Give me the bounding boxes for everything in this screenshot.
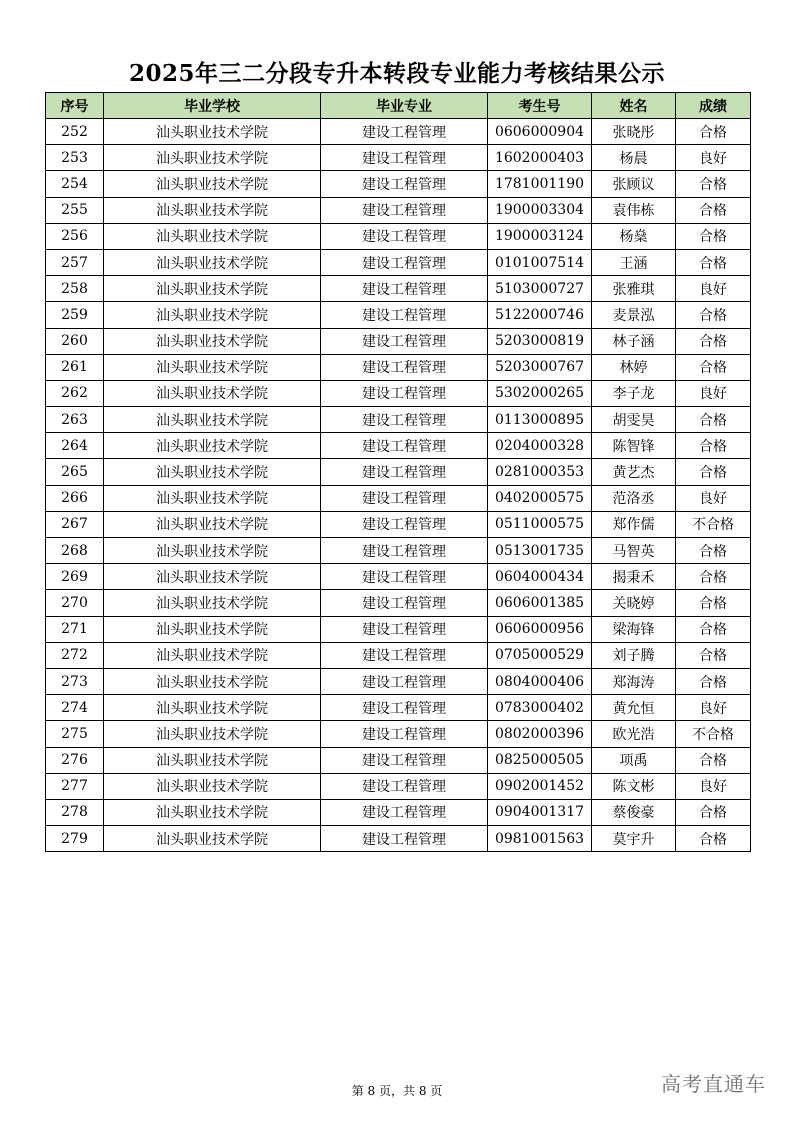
table-row — [46, 380, 751, 406]
cell-grade: 合格 — [676, 249, 751, 275]
cell-grade: 不合格 — [676, 721, 751, 747]
cell-major: 建设工程管理 — [321, 145, 488, 171]
cell-school: 汕头职业技术学院 — [104, 249, 321, 275]
cell-grade: 良好 — [676, 276, 751, 302]
cell-name: 马智英 — [592, 538, 676, 564]
cell-seq: 268 — [46, 538, 104, 564]
cell-exam-id: 5122000746 — [488, 302, 592, 328]
cell-exam-id: 0705000529 — [488, 642, 592, 668]
cell-name: 莫宇升 — [592, 826, 676, 852]
table-row — [46, 328, 751, 354]
cell-name: 杨燊 — [592, 223, 676, 249]
cell-name: 张雅琪 — [592, 276, 676, 302]
cell-school: 汕头职业技术学院 — [104, 380, 321, 406]
cell-seq: 259 — [46, 302, 104, 328]
cell-exam-id: 0604000434 — [488, 564, 592, 590]
cell-seq: 272 — [46, 642, 104, 668]
table-row — [46, 642, 751, 668]
cell-grade: 合格 — [676, 302, 751, 328]
cell-grade: 合格 — [676, 433, 751, 459]
table-row — [46, 668, 751, 694]
cell-name: 麦景泓 — [592, 302, 676, 328]
table-row — [46, 590, 751, 616]
cell-major: 建设工程管理 — [321, 328, 488, 354]
cell-exam-id: 1900003124 — [488, 223, 592, 249]
cell-exam-id: 0281000353 — [488, 459, 592, 485]
cell-major: 建设工程管理 — [321, 459, 488, 485]
cell-school: 汕头职业技术学院 — [104, 485, 321, 511]
cell-grade: 合格 — [676, 171, 751, 197]
cell-seq: 252 — [46, 119, 104, 145]
cell-name: 刘子腾 — [592, 642, 676, 668]
cell-name: 项禹 — [592, 747, 676, 773]
cell-grade: 合格 — [676, 223, 751, 249]
cell-exam-id: 1900003304 — [488, 197, 592, 223]
cell-school: 汕头职业技术学院 — [104, 223, 321, 249]
cell-major: 建设工程管理 — [321, 511, 488, 537]
cell-exam-id: 0902001452 — [488, 773, 592, 799]
cell-name: 揭秉禾 — [592, 564, 676, 590]
cell-seq: 255 — [46, 197, 104, 223]
cell-exam-id: 1602000403 — [488, 145, 592, 171]
cell-seq: 263 — [46, 407, 104, 433]
table-row — [46, 616, 751, 642]
cell-major: 建设工程管理 — [321, 276, 488, 302]
cell-major: 建设工程管理 — [321, 302, 488, 328]
cell-seq: 258 — [46, 276, 104, 302]
cell-name: 袁伟栋 — [592, 197, 676, 223]
cell-exam-id: 0981001563 — [488, 826, 592, 852]
cell-seq: 257 — [46, 249, 104, 275]
cell-major: 建设工程管理 — [321, 380, 488, 406]
header-col-grade: 成绩 — [676, 93, 751, 119]
cell-seq: 266 — [46, 485, 104, 511]
table-row — [46, 511, 751, 537]
cell-major: 建设工程管理 — [321, 433, 488, 459]
cell-grade: 合格 — [676, 328, 751, 354]
cell-exam-id: 0606001385 — [488, 590, 592, 616]
cell-school: 汕头职业技术学院 — [104, 747, 321, 773]
cell-major: 建设工程管理 — [321, 799, 488, 825]
cell-school: 汕头职业技术学院 — [104, 354, 321, 380]
table-row — [46, 249, 751, 275]
cell-school: 汕头职业技术学院 — [104, 616, 321, 642]
document-title: 2025年三二分段专升本转段专业能力考核结果公示 — [128, 60, 665, 87]
table-row — [46, 119, 751, 145]
cell-major: 建设工程管理 — [321, 590, 488, 616]
header-col-school: 毕业学校 — [104, 93, 321, 119]
cell-seq: 264 — [46, 433, 104, 459]
cell-seq: 265 — [46, 459, 104, 485]
cell-exam-id: 0606000904 — [488, 119, 592, 145]
cell-major: 建设工程管理 — [321, 564, 488, 590]
cell-school: 汕头职业技术学院 — [104, 171, 321, 197]
cell-name: 黄艺杰 — [592, 459, 676, 485]
table-row — [46, 354, 751, 380]
cell-grade: 合格 — [676, 747, 751, 773]
cell-exam-id: 5203000767 — [488, 354, 592, 380]
cell-name: 蔡俊豪 — [592, 799, 676, 825]
cell-grade: 合格 — [676, 826, 751, 852]
cell-grade: 良好 — [676, 485, 751, 511]
table-row — [46, 564, 751, 590]
cell-name: 陈文彬 — [592, 773, 676, 799]
cell-exam-id: 0511000575 — [488, 511, 592, 537]
cell-seq: 278 — [46, 799, 104, 825]
cell-major: 建设工程管理 — [321, 773, 488, 799]
cell-school: 汕头职业技术学院 — [104, 564, 321, 590]
table-body — [46, 119, 751, 852]
cell-seq: 269 — [46, 564, 104, 590]
cell-seq: 270 — [46, 590, 104, 616]
cell-seq: 271 — [46, 616, 104, 642]
cell-seq: 276 — [46, 747, 104, 773]
table-row — [46, 721, 751, 747]
cell-name: 郑海涛 — [592, 668, 676, 694]
cell-exam-id: 5103000727 — [488, 276, 592, 302]
cell-grade: 合格 — [676, 538, 751, 564]
header-col-exam-id: 考生号 — [488, 93, 592, 119]
table-row — [46, 826, 751, 852]
cell-seq: 256 — [46, 223, 104, 249]
cell-school: 汕头职业技术学院 — [104, 511, 321, 537]
cell-exam-id: 0513001735 — [488, 538, 592, 564]
cell-name: 林婷 — [592, 354, 676, 380]
cell-name: 郑作儒 — [592, 511, 676, 537]
watermark-text: 高考直通车 — [661, 1072, 766, 1096]
table-row — [46, 433, 751, 459]
cell-name: 张顾议 — [592, 171, 676, 197]
cell-name: 李子龙 — [592, 380, 676, 406]
cell-name: 梁海锋 — [592, 616, 676, 642]
cell-seq: 275 — [46, 721, 104, 747]
cell-major: 建设工程管理 — [321, 695, 488, 721]
table-row — [46, 302, 751, 328]
cell-school: 汕头职业技术学院 — [104, 276, 321, 302]
cell-major: 建设工程管理 — [321, 249, 488, 275]
cell-grade: 合格 — [676, 459, 751, 485]
cell-grade: 良好 — [676, 380, 751, 406]
cell-exam-id: 0204000328 — [488, 433, 592, 459]
cell-school: 汕头职业技术学院 — [104, 433, 321, 459]
table-row — [46, 171, 751, 197]
cell-seq: 260 — [46, 328, 104, 354]
cell-exam-id: 0804000406 — [488, 668, 592, 694]
cell-exam-id: 0101007514 — [488, 249, 592, 275]
cell-grade: 合格 — [676, 119, 751, 145]
cell-seq: 274 — [46, 695, 104, 721]
page-footer: 第 8 页，共 8 页 — [351, 1084, 443, 1098]
table-row — [46, 773, 751, 799]
cell-major: 建设工程管理 — [321, 197, 488, 223]
cell-seq: 254 — [46, 171, 104, 197]
table-row — [46, 459, 751, 485]
cell-grade: 不合格 — [676, 511, 751, 537]
table-row — [46, 538, 751, 564]
table-row — [46, 223, 751, 249]
cell-grade: 合格 — [676, 407, 751, 433]
cell-major: 建设工程管理 — [321, 616, 488, 642]
cell-school: 汕头职业技术学院 — [104, 721, 321, 747]
cell-exam-id: 0402000575 — [488, 485, 592, 511]
cell-exam-id: 5302000265 — [488, 380, 592, 406]
cell-seq: 253 — [46, 145, 104, 171]
table-row — [46, 747, 751, 773]
table-row — [46, 407, 751, 433]
cell-name: 张晓彤 — [592, 119, 676, 145]
cell-name: 林子涵 — [592, 328, 676, 354]
cell-grade: 良好 — [676, 695, 751, 721]
cell-major: 建设工程管理 — [321, 171, 488, 197]
cell-name: 范洛丞 — [592, 485, 676, 511]
cell-major: 建设工程管理 — [321, 642, 488, 668]
table-row — [46, 145, 751, 171]
cell-grade: 合格 — [676, 197, 751, 223]
cell-grade: 良好 — [676, 773, 751, 799]
cell-name: 王涵 — [592, 249, 676, 275]
cell-exam-id: 5203000819 — [488, 328, 592, 354]
cell-major: 建设工程管理 — [321, 407, 488, 433]
cell-exam-id: 0113000895 — [488, 407, 592, 433]
cell-exam-id: 0606000956 — [488, 616, 592, 642]
table-row — [46, 485, 751, 511]
cell-exam-id: 0904001317 — [488, 799, 592, 825]
cell-name: 陈智锋 — [592, 433, 676, 459]
cell-grade: 合格 — [676, 642, 751, 668]
cell-exam-id: 0825000505 — [488, 747, 592, 773]
cell-seq: 273 — [46, 668, 104, 694]
cell-major: 建设工程管理 — [321, 668, 488, 694]
cell-grade: 合格 — [676, 616, 751, 642]
cell-school: 汕头职业技术学院 — [104, 642, 321, 668]
cell-school: 汕头职业技术学院 — [104, 799, 321, 825]
table-row — [46, 799, 751, 825]
cell-exam-id: 0783000402 — [488, 695, 592, 721]
cell-name: 胡雯昊 — [592, 407, 676, 433]
cell-school: 汕头职业技术学院 — [104, 695, 321, 721]
cell-school: 汕头职业技术学院 — [104, 826, 321, 852]
cell-exam-id: 0802000396 — [488, 721, 592, 747]
cell-school: 汕头职业技术学院 — [104, 302, 321, 328]
cell-school: 汕头职业技术学院 — [104, 197, 321, 223]
header-col-major: 毕业专业 — [321, 93, 488, 119]
header-col-seq: 序号 — [46, 93, 104, 119]
cell-major: 建设工程管理 — [321, 119, 488, 145]
cell-school: 汕头职业技术学院 — [104, 668, 321, 694]
cell-exam-id: 1781001190 — [488, 171, 592, 197]
cell-major: 建设工程管理 — [321, 223, 488, 249]
cell-grade: 合格 — [676, 354, 751, 380]
cell-grade: 合格 — [676, 799, 751, 825]
cell-school: 汕头职业技术学院 — [104, 145, 321, 171]
cell-name: 欧光浩 — [592, 721, 676, 747]
cell-grade: 合格 — [676, 668, 751, 694]
cell-grade: 合格 — [676, 590, 751, 616]
results-table — [45, 92, 751, 852]
cell-name: 杨晨 — [592, 145, 676, 171]
cell-seq: 261 — [46, 354, 104, 380]
table-header — [46, 93, 751, 119]
cell-major: 建设工程管理 — [321, 747, 488, 773]
cell-school: 汕头职业技术学院 — [104, 459, 321, 485]
cell-major: 建设工程管理 — [321, 354, 488, 380]
cell-seq: 262 — [46, 380, 104, 406]
cell-major: 建设工程管理 — [321, 485, 488, 511]
cell-school: 汕头职业技术学院 — [104, 538, 321, 564]
cell-grade: 良好 — [676, 145, 751, 171]
cell-name: 关晓婷 — [592, 590, 676, 616]
table-row — [46, 695, 751, 721]
header-col-name: 姓名 — [592, 93, 676, 119]
cell-grade: 合格 — [676, 564, 751, 590]
cell-name: 黄允恒 — [592, 695, 676, 721]
cell-school: 汕头职业技术学院 — [104, 119, 321, 145]
cell-school: 汕头职业技术学院 — [104, 407, 321, 433]
cell-school: 汕头职业技术学院 — [104, 773, 321, 799]
cell-seq: 267 — [46, 511, 104, 537]
cell-major: 建设工程管理 — [321, 826, 488, 852]
table-row — [46, 276, 751, 302]
cell-major: 建设工程管理 — [321, 721, 488, 747]
header-row — [46, 93, 751, 119]
cell-school: 汕头职业技术学院 — [104, 328, 321, 354]
cell-seq: 279 — [46, 826, 104, 852]
cell-seq: 277 — [46, 773, 104, 799]
cell-major: 建设工程管理 — [321, 538, 488, 564]
table-row — [46, 197, 751, 223]
cell-school: 汕头职业技术学院 — [104, 590, 321, 616]
